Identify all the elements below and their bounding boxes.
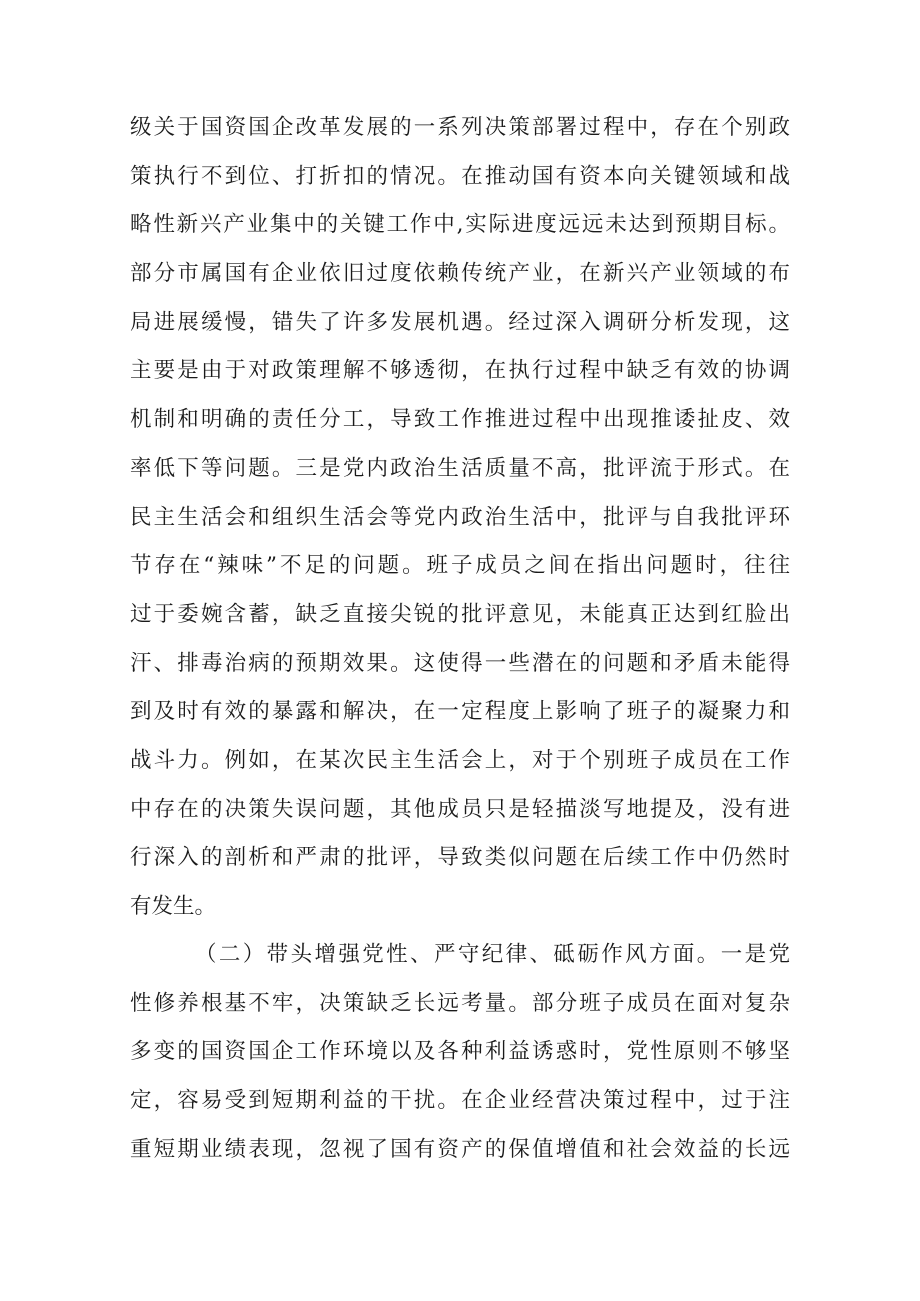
text-line: 机制和明确的责任分工，导致工作推进过程中出现推诿扯皮、效 bbox=[130, 407, 790, 433]
text-line: 多变的国资国企工作环境以及各种利益诱惑时，党性原则不够坚 bbox=[130, 1039, 790, 1065]
text-line: 定，容易受到短期利益的干扰。在企业经营决策过程中，过于注 bbox=[130, 1088, 790, 1114]
paragraph-2 bbox=[130, 935, 790, 1178]
text-line: 主要是由于对政策理解不够透彻，在执行过程中缺乏有效的协调 bbox=[130, 358, 790, 384]
text-line: 过于委婉含蓄，缺乏直接尖锐的批评意见，未能真正达到红脸出 bbox=[130, 601, 790, 627]
text-line: 级关于国资国企改革发展的一系列决策部署过程中，存在个别政 bbox=[130, 115, 790, 140]
text-line: 策执行不到位、打折扣的情况。在推动国有资本向关键领域和战 bbox=[130, 163, 790, 189]
text-line: 略性新兴产业集中的关键工作中,实际进度远远未达到预期目标。 bbox=[130, 212, 790, 238]
text-line: 有发生。 bbox=[130, 894, 217, 919]
text-line: 率低下等问题。三是党内政治生活质量不高，批评流于形式。在 bbox=[130, 455, 790, 481]
text-line: 性修养根基不牢，决策缺乏长远考量。部分班子成员在面对复杂 bbox=[130, 990, 790, 1016]
text-line: 重短期业绩表现，忽视了国有资产的保值增值和社会效益的长远 bbox=[130, 1136, 790, 1162]
text-line: 节存在“辣味”不足的问题。班子成员之间在指出问题时，往往 bbox=[130, 553, 790, 579]
text-line: 中存在的决策失误问题，其他成员只是轻描淡写地提及，没有进 bbox=[130, 796, 790, 822]
section-heading-line: （二）带头增强党性、严守纪律、砥砺作风方面。一是党 bbox=[195, 942, 790, 967]
text-line: 部分市属国有企业依旧过度依赖传统产业，在新兴产业领域的布 bbox=[130, 261, 790, 287]
text-line: 战斗力。例如，在某次民主生活会上，对于个别班子成员在工作 bbox=[130, 747, 790, 773]
paragraph-1 bbox=[130, 108, 790, 936]
text-line: 行深入的剖析和严肃的批评，导致类似问题在后续工作中仍然时 bbox=[130, 845, 790, 871]
text-line: 到及时有效的暴露和解决，在一定程度上影响了班子的凝聚力和 bbox=[130, 699, 790, 725]
text-line: 民主生活会和组织生活会等党内政治生活中，批评与自我批评环 bbox=[130, 504, 790, 530]
text-line: 汗、排毒治病的预期效果。这使得一些潜在的问题和矛盾未能得 bbox=[130, 650, 790, 676]
text-line: 局进展缓慢，错失了许多发展机遇。经过深入调研分析发现，这 bbox=[130, 309, 790, 335]
